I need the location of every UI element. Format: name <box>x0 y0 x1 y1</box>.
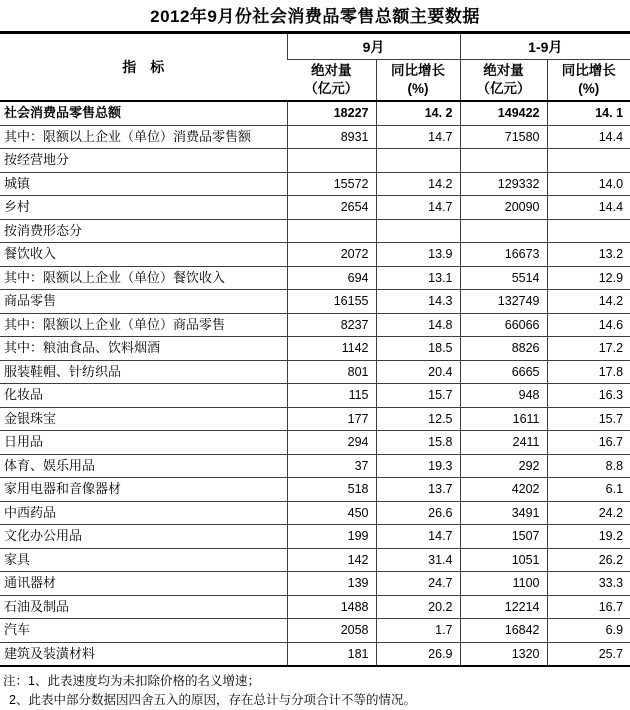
table-row <box>0 172 630 196</box>
month-absolute-cell: 8237 <box>287 313 376 337</box>
table-row <box>0 290 630 314</box>
month-growth-cell <box>376 149 460 173</box>
month-absolute-cell: 139 <box>287 572 376 596</box>
table-row <box>0 525 630 549</box>
month-growth-cell: 12.5 <box>376 407 460 431</box>
indicator-cell: 文化办公用品 <box>0 525 287 549</box>
cumulative-growth-cell: 13.2 <box>547 243 630 267</box>
cumulative-absolute-cell: 2411 <box>460 431 547 455</box>
month-growth-cell <box>376 219 460 243</box>
month-growth-cell: 14. 2 <box>376 101 460 125</box>
month-absolute-header-line1: 绝对量 <box>311 63 352 78</box>
table-row <box>0 313 630 337</box>
cumulative-absolute-cell: 20090 <box>460 196 547 220</box>
month-growth-cell: 24.7 <box>376 572 460 596</box>
month-absolute-cell: 294 <box>287 431 376 455</box>
month-growth-cell: 13.7 <box>376 478 460 502</box>
cumulative-growth-cell: 16.7 <box>547 595 630 619</box>
cumulative-growth-cell: 17.2 <box>547 337 630 361</box>
month-absolute-cell: 2058 <box>287 619 376 643</box>
table-row <box>0 548 630 572</box>
cumulative-absolute-cell: 149422 <box>460 101 547 125</box>
table-row <box>0 101 630 125</box>
footnotes <box>0 667 630 710</box>
cumulative-growth-cell <box>547 149 630 173</box>
indicator-cell: 金银珠宝 <box>0 407 287 431</box>
month-growth-header <box>376 60 460 102</box>
table-row <box>0 572 630 596</box>
month-absolute-cell: 142 <box>287 548 376 572</box>
month-absolute-cell: 16155 <box>287 290 376 314</box>
cumulative-group-header: 1-9月 <box>460 33 630 60</box>
cumulative-absolute-cell: 12214 <box>460 595 547 619</box>
cumulative-absolute-header-unit: （亿元） <box>476 81 531 96</box>
cumulative-growth-cell: 25.7 <box>547 642 630 666</box>
indicator-cell: 建筑及装潢材料 <box>0 642 287 666</box>
indicator-cell: 通讯器材 <box>0 572 287 596</box>
month-growth-cell: 15.7 <box>376 384 460 408</box>
table-row <box>0 407 630 431</box>
indicator-cell: 家具 <box>0 548 287 572</box>
cumulative-growth-cell: 14.6 <box>547 313 630 337</box>
indicator-cell: 其中：粮油食品、饮料烟酒 <box>0 337 287 361</box>
cumulative-absolute-cell: 16842 <box>460 619 547 643</box>
indicator-cell: 其中：限额以上企业（单位）餐饮收入 <box>0 266 287 290</box>
page-title: 2012年9月份社会消费品零售总额主要数据 <box>150 7 480 26</box>
month-absolute-cell: 1142 <box>287 337 376 361</box>
month-growth-cell: 31.4 <box>376 548 460 572</box>
month-growth-cell: 20.2 <box>376 595 460 619</box>
month-growth-header-unit: (%) <box>407 81 429 96</box>
indicator-cell: 家用电器和音像器材 <box>0 478 287 502</box>
cumulative-growth-cell: 6.1 <box>547 478 630 502</box>
indicator-cell: 社会消费品零售总额 <box>0 101 287 125</box>
month-absolute-cell <box>287 149 376 173</box>
month-absolute-cell: 1488 <box>287 595 376 619</box>
month-growth-cell: 20.4 <box>376 360 460 384</box>
cumulative-growth-cell: 14.4 <box>547 196 630 220</box>
indicator-column-header: 指 标 <box>0 33 287 102</box>
month-absolute-cell: 37 <box>287 454 376 478</box>
retail-sales-table <box>0 31 630 667</box>
cumulative-growth-cell: 14.2 <box>547 290 630 314</box>
table-row <box>0 360 630 384</box>
cumulative-growth-header-line1: 同比增长 <box>561 63 616 78</box>
month-absolute-cell: 2072 <box>287 243 376 267</box>
cumulative-growth-cell: 17.8 <box>547 360 630 384</box>
month-absolute-header-unit: （亿元） <box>304 81 359 96</box>
table-row <box>0 501 630 525</box>
indicator-cell: 汽车 <box>0 619 287 643</box>
cumulative-absolute-cell: 66066 <box>460 313 547 337</box>
indicator-cell: 按经营地分 <box>0 149 287 173</box>
indicator-cell: 服装鞋帽、针纺织品 <box>0 360 287 384</box>
cumulative-growth-cell: 33.3 <box>547 572 630 596</box>
table-row <box>0 243 630 267</box>
month-absolute-cell <box>287 219 376 243</box>
cumulative-absolute-cell <box>460 149 547 173</box>
cumulative-growth-cell: 15.7 <box>547 407 630 431</box>
table-row <box>0 478 630 502</box>
cumulative-growth-cell: 19.2 <box>547 525 630 549</box>
cumulative-absolute-cell: 129332 <box>460 172 547 196</box>
cumulative-absolute-cell: 132749 <box>460 290 547 314</box>
month-absolute-cell: 450 <box>287 501 376 525</box>
cumulative-absolute-cell: 4202 <box>460 478 547 502</box>
cumulative-growth-cell: 24.2 <box>547 501 630 525</box>
month-growth-cell: 19.3 <box>376 454 460 478</box>
indicator-cell: 体育、娱乐用品 <box>0 454 287 478</box>
month-absolute-cell: 15572 <box>287 172 376 196</box>
month-growth-cell: 18.5 <box>376 337 460 361</box>
cumulative-absolute-cell: 6665 <box>460 360 547 384</box>
month-growth-cell: 26.6 <box>376 501 460 525</box>
table-row <box>0 619 630 643</box>
indicator-cell: 中西药品 <box>0 501 287 525</box>
month-absolute-header <box>287 60 376 102</box>
month-growth-cell: 13.9 <box>376 243 460 267</box>
month-absolute-cell: 8931 <box>287 125 376 149</box>
month-absolute-cell: 801 <box>287 360 376 384</box>
indicator-cell: 其中：限额以上企业（单位）消费品零售额 <box>0 125 287 149</box>
table-row <box>0 454 630 478</box>
table-body <box>0 101 630 666</box>
cumulative-growth-cell: 16.3 <box>547 384 630 408</box>
table-row <box>0 196 630 220</box>
month-growth-cell: 14.7 <box>376 125 460 149</box>
month-absolute-cell: 115 <box>287 384 376 408</box>
month-growth-cell: 14.7 <box>376 196 460 220</box>
month-absolute-cell: 2654 <box>287 196 376 220</box>
cumulative-growth-cell: 14.4 <box>547 125 630 149</box>
cumulative-growth-cell: 6.9 <box>547 619 630 643</box>
month-growth-cell: 26.9 <box>376 642 460 666</box>
indicator-cell: 城镇 <box>0 172 287 196</box>
indicator-cell: 乡村 <box>0 196 287 220</box>
cumulative-growth-header-unit: (%) <box>578 81 600 96</box>
month-absolute-cell: 199 <box>287 525 376 549</box>
cumulative-growth-cell: 14.0 <box>547 172 630 196</box>
table-row <box>0 595 630 619</box>
footnote-1: 注：1、此表速度均为未扣除价格的名义增速； <box>3 674 260 688</box>
cumulative-growth-cell: 14. 1 <box>547 101 630 125</box>
cumulative-absolute-header-line1: 绝对量 <box>483 63 524 78</box>
cumulative-absolute-cell: 1507 <box>460 525 547 549</box>
cumulative-growth-cell: 26.2 <box>547 548 630 572</box>
month-growth-header-line1: 同比增长 <box>391 63 445 78</box>
month-group-header: 9月 <box>287 33 460 60</box>
cumulative-absolute-cell: 71580 <box>460 125 547 149</box>
cumulative-absolute-cell: 8826 <box>460 337 547 361</box>
cumulative-absolute-cell: 1611 <box>460 407 547 431</box>
month-absolute-cell: 694 <box>287 266 376 290</box>
month-growth-cell: 13.1 <box>376 266 460 290</box>
month-growth-cell: 14.3 <box>376 290 460 314</box>
month-growth-cell: 14.7 <box>376 525 460 549</box>
cumulative-absolute-cell: 948 <box>460 384 547 408</box>
cumulative-absolute-cell <box>460 219 547 243</box>
cumulative-growth-cell: 8.8 <box>547 454 630 478</box>
cumulative-growth-cell: 12.9 <box>547 266 630 290</box>
month-growth-cell: 1.7 <box>376 619 460 643</box>
table-row <box>0 266 630 290</box>
cumulative-absolute-cell: 5514 <box>460 266 547 290</box>
cumulative-absolute-cell: 1100 <box>460 572 547 596</box>
cumulative-growth-cell: 16.7 <box>547 431 630 455</box>
table-header <box>0 33 630 102</box>
header-group-row <box>0 33 630 60</box>
table-row <box>0 337 630 361</box>
indicator-cell: 其中：限额以上企业（单位）商品零售 <box>0 313 287 337</box>
month-absolute-cell: 518 <box>287 478 376 502</box>
month-absolute-cell: 181 <box>287 642 376 666</box>
table-row <box>0 149 630 173</box>
table-row <box>0 219 630 243</box>
month-growth-cell: 14.8 <box>376 313 460 337</box>
month-absolute-cell: 18227 <box>287 101 376 125</box>
cumulative-growth-header <box>547 60 630 102</box>
cumulative-growth-cell <box>547 219 630 243</box>
cumulative-absolute-cell: 1051 <box>460 548 547 572</box>
cumulative-absolute-header <box>460 60 547 102</box>
month-absolute-cell: 177 <box>287 407 376 431</box>
cumulative-absolute-cell: 16673 <box>460 243 547 267</box>
indicator-cell: 日用品 <box>0 431 287 455</box>
table-row <box>0 125 630 149</box>
cumulative-absolute-cell: 1320 <box>460 642 547 666</box>
table-row <box>0 431 630 455</box>
indicator-cell: 化妆品 <box>0 384 287 408</box>
cumulative-absolute-cell: 292 <box>460 454 547 478</box>
indicator-cell: 石油及制品 <box>0 595 287 619</box>
footnote-2: 2、此表中部分数据因四舍五入的原因，存在总计与分项合计不等的情况。 <box>9 693 416 707</box>
cumulative-absolute-cell: 3491 <box>460 501 547 525</box>
table-row <box>0 384 630 408</box>
table-row <box>0 642 630 666</box>
month-growth-cell: 14.2 <box>376 172 460 196</box>
indicator-cell: 商品零售 <box>0 290 287 314</box>
indicator-cell: 餐饮收入 <box>0 243 287 267</box>
month-growth-cell: 15.8 <box>376 431 460 455</box>
indicator-cell: 按消费形态分 <box>0 219 287 243</box>
